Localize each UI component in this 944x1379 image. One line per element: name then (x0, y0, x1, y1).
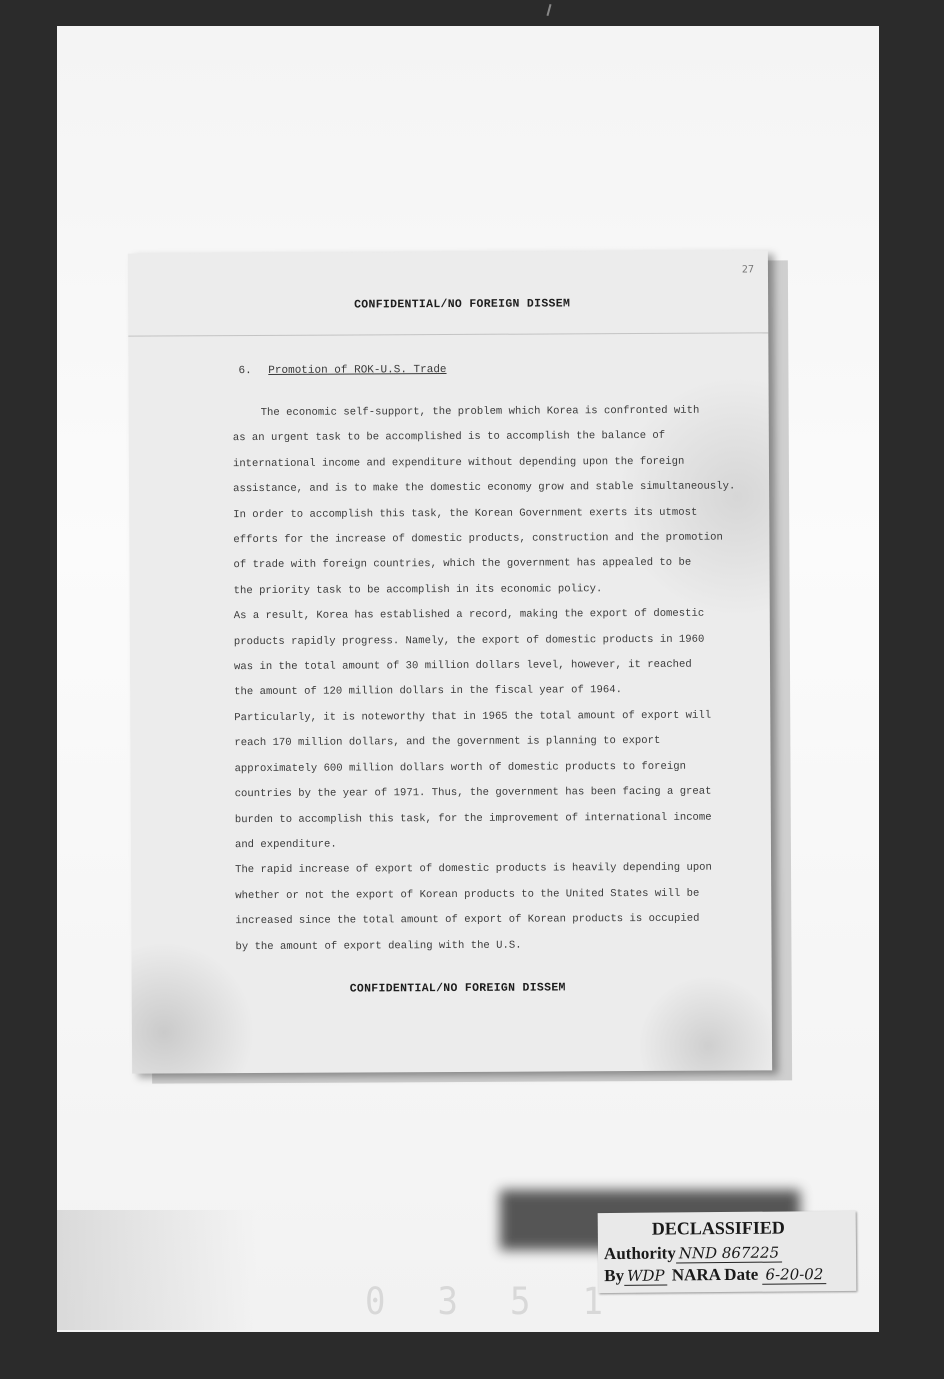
section-heading (238, 364, 446, 377)
film-tick-mark (546, 4, 551, 16)
body-line: As a result, Korea has established a record, making the export of domestic (233, 607, 705, 623)
stamp-by-value: WDP (624, 1267, 668, 1286)
body-line: of trade with foreign countries, which the government has appealed to be (233, 557, 692, 572)
stamp-authority-row (604, 1243, 782, 1265)
stamp-by-label: By (604, 1265, 625, 1286)
frame-digit: 5 (509, 1280, 531, 1324)
stamp-date-value: 6-20-02 (762, 1265, 826, 1285)
body-line: The rapid increase of export of domestic products is heavily depending upon (235, 861, 712, 877)
frame-digit: 1 (582, 1280, 603, 1324)
body-line: increased since the total amount of export of Korean products is occupied (235, 912, 700, 928)
body-line: The economic self-support, the problem which Korea is confronted with (260, 404, 700, 419)
stamp-by-row (604, 1264, 826, 1286)
body-line: as an urgent task to be accomplished is to accomplish the balance of (232, 430, 666, 445)
body-line: by the amount of export dealing with the U.S. (235, 939, 522, 953)
body-line: whether or not the export of Korean products to the United States will be (235, 887, 700, 902)
body-line: Particularly, it is noteworthy that in 1965 the total amount of export will (234, 709, 712, 725)
document-page (128, 250, 772, 1073)
section-title: Promotion of ROK-U.S. Trade (268, 364, 447, 377)
body-line: products rapidly progress. Namely, the export of domestic products in 1960 (233, 633, 705, 648)
section-number: 6. (238, 365, 252, 378)
body-line: was in the total amount of 30 million dollars level, however, it reached (233, 658, 692, 674)
frame-shade (57, 1210, 257, 1330)
frame-digit: 0 (365, 1280, 386, 1324)
fold-line (128, 332, 768, 336)
body-line: the priority task to be accomplish in its economic policy. (233, 583, 603, 597)
body-line: approximately 600 million dollars worth of domestic products to foreign (234, 760, 686, 775)
body-text (233, 398, 756, 960)
body-line: and expenditure. (234, 838, 337, 852)
stamp-nara-label: NARA Date (671, 1264, 759, 1285)
classification-footer: CONFIDENTIAL/NO FOREIGN DISSEM (349, 981, 566, 996)
page-mark: 27 (741, 264, 754, 276)
body-line: international income and expenditure without depending upon the foreign (232, 455, 685, 470)
declassified-stamp (598, 1211, 857, 1293)
stamp-title: DECLASSIFIED (651, 1217, 785, 1239)
body-line: reach 170 million dollars, and the government is planning to export (234, 735, 661, 750)
stamp-authority-value: NND 867225 (676, 1244, 782, 1264)
classification-header: CONFIDENTIAL/NO FOREIGN DISSEM (354, 297, 571, 312)
body-line: the amount of 120 million dollars in the fiscal year of 1964. (234, 684, 622, 699)
body-line: efforts for the increase of domestic products, construction and the promotion (233, 531, 723, 547)
body-line: countries by the year of 1971. Thus, the government has been facing a great (234, 785, 712, 801)
stamp-authority-label: Authority (603, 1243, 676, 1264)
microfilm-frame-number (365, 1280, 603, 1324)
body-line: burden to accomplish this task, for the improvement of international income (234, 811, 712, 826)
frame-digit: 3 (437, 1280, 458, 1324)
body-line: assistance, and is to make the domestic economy grow and stable simultaneously. (233, 480, 736, 496)
body-line: In order to accomplish this task, the Korean Government exerts its utmost (233, 506, 698, 521)
